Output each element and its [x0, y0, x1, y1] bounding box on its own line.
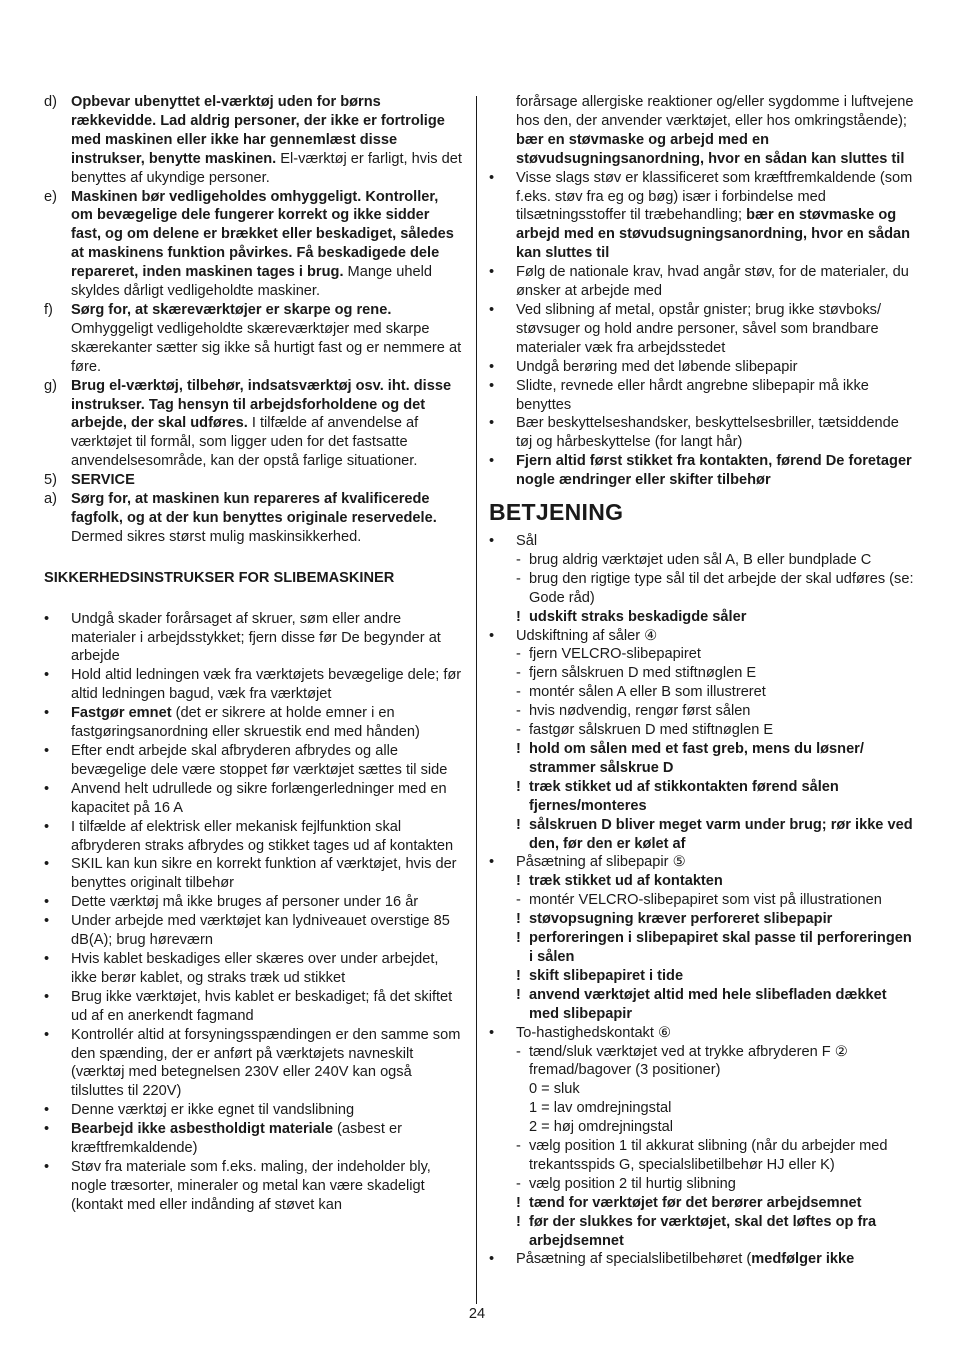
section-item-title: Sål [516, 533, 538, 550]
bullet-item [44, 742, 462, 780]
item-text: Undgå berøring med det løbende slibepapir [516, 358, 798, 375]
line-text: fjern sålskruen D med stiftnøglen E [529, 665, 757, 682]
step-line [489, 551, 914, 570]
item-label: • [489, 358, 495, 375]
section-item [489, 627, 914, 646]
step-line [489, 1118, 914, 1137]
line-text: perforeringen i slibepapiret skal passe til perforeringen i sålen [529, 930, 912, 965]
item-bold-text: bær en støvmaske og arbejd med en støvudsugningsanordning, hvor en sådan kan sluttes til [516, 207, 911, 262]
item-text: Ved slibning af metal, opstår gnister; brug ikke støvboks/ støvsuger og hold andre personer, såvel som brandbare materialer væk fra arbejdsstedet [516, 301, 882, 356]
bullet-item [489, 358, 914, 377]
bullet-item [44, 818, 462, 856]
bullet-item [44, 912, 462, 950]
bullet-marker: • [489, 1024, 495, 1041]
item-text: Under arbejde med værktøjet kan lydniveauet overstige 85 dB(A); brug høreværn [71, 913, 450, 949]
item-label: • [44, 705, 50, 722]
right-column [489, 93, 914, 1269]
bullet-marker: • [489, 627, 495, 644]
item-label: • [44, 856, 50, 873]
line-text: tænd for værktøjet før det berører arbejdsemnet [529, 1194, 862, 1211]
bullet-item [489, 169, 914, 264]
bullet-item [489, 377, 914, 415]
line-text: fjern VELCRO-slibepapiret [529, 646, 701, 663]
line-text: brug den rigtige type sål til det arbejde der skal udføres (se: Gode råd) [529, 570, 914, 606]
line-text: træk stikket ud af stikkontakten førend sålen fjernes/monteres [529, 778, 839, 814]
line-text: vælg position 1 til akkurat slibning (når du arbejder med trekantsspids G, specialslibetilbehør HJ eller K) [529, 1138, 888, 1173]
item-text: Denne værktøj er ikke egnet til vandslibning [71, 1102, 355, 1119]
line-marker: - [516, 551, 521, 568]
section-item [489, 532, 914, 551]
continued-paragraph [489, 93, 914, 169]
item-text: I tilfælde af elektrisk eller mekanisk fejlfunktion skal afbryderen straks afbrydes og stikket tages ud af kontakten [71, 818, 454, 854]
item-text: I tilfælde af anvendelse af værktøjet til formål, som ligger uden for det fastsatte anvendelsesområde, kan der opstå farlige situationer. [71, 415, 419, 470]
warning-line [489, 816, 914, 854]
operation-sections [489, 532, 914, 1250]
item-bold-text: Fastgør emnet [71, 705, 172, 722]
item-bold-text: medfølger ikke [751, 1251, 855, 1268]
section-item-title: Udskiftning af såler ④ [516, 627, 658, 644]
line-marker: ! [516, 816, 521, 833]
line-marker: ! [516, 930, 521, 947]
item-text: (asbest er kræftfremkaldende) [71, 1121, 402, 1157]
page-number: 24 [468, 1306, 486, 1322]
bullet-item [44, 1158, 462, 1215]
item-text: Bær beskyttelseshandsker, beskyttelsesbriller, tætsiddende tøj og hårbeskyttelse (for langt hår) [516, 415, 899, 451]
section-item [489, 1024, 914, 1043]
left-column [44, 93, 462, 1215]
warning-line [489, 1194, 914, 1213]
bullet-item [44, 950, 462, 988]
line-marker: ! [516, 741, 521, 757]
warning-line [489, 608, 914, 627]
item-text: (det er sikrere at holde emner i en fastgøringsanordning eller skruestik end med hånden) [71, 705, 420, 741]
step-line [489, 1080, 914, 1099]
step-line [489, 1099, 914, 1118]
item-label: a) [44, 491, 57, 508]
item-text: Følg de nationale krav, hvad angår støv, for de materialer, du ønsker at arbejde med [516, 264, 909, 300]
item-label: • [489, 415, 495, 432]
step-line [489, 683, 914, 702]
item-text: Slidte, revnede eller hårdt angrebne slibepapir må ikke benyttes [516, 377, 869, 413]
line-marker: ! [516, 608, 521, 625]
instruction-list [44, 93, 462, 547]
step-line [489, 1137, 914, 1175]
bullet-item [44, 704, 462, 742]
list-item [44, 471, 462, 490]
betjening-heading: BETJENING [489, 499, 624, 526]
step-line [489, 664, 914, 683]
item-label: • [44, 818, 50, 835]
item-label: • [44, 1121, 50, 1138]
bullet-marker: • [489, 1251, 495, 1268]
list-item [489, 1250, 914, 1269]
line-marker: ! [516, 986, 521, 1003]
bullet-item [489, 414, 914, 452]
line-marker: ! [516, 873, 521, 890]
item-text: Støv fra materiale som f.eks. maling, der indeholder bly, nogle træsorter, mineraler og metal kan være skadeligt (kontakt med eller indånding af støvet kan [71, 1158, 431, 1213]
list-item [44, 188, 462, 301]
line-text: tænd/sluk værktøjet ved at trykke afbryderen F ② fremad/bagover (3 positioner) [529, 1043, 848, 1079]
line-marker: ! [516, 778, 521, 795]
line-text: sålskruen D bliver meget varm under brug; rør ikke ved den, før den er kølet af [529, 816, 913, 852]
item-label: • [44, 988, 50, 1005]
item-text: Påsætning af specialslibetilbehøret ( [516, 1251, 752, 1268]
line-text: træk stikket ud af kontakten [529, 873, 723, 890]
item-bold-text: Sørg for, at skæreværktøjer er skarpe og rene. [71, 301, 392, 318]
item-label: • [44, 1026, 50, 1043]
bullet-item [44, 893, 462, 912]
item-text: Undgå skader forårsaget af skruer, søm eller andre materialer i arbejdsstykket; fjern disse før De begynder at arbejde [71, 610, 441, 665]
bullet-item [44, 610, 462, 667]
step-line [489, 702, 914, 721]
line-marker: ! [516, 1194, 521, 1211]
line-marker: - [516, 665, 521, 682]
item-label: g) [44, 377, 57, 394]
line-text: hold om sålen med et fast greb, mens du løsner/ strammer sålskrue D [529, 741, 864, 776]
warning-line [489, 910, 914, 929]
line-marker: - [516, 722, 521, 739]
item-bold-text: Opbevar ubenyttet el-værktøj uden for børns rækkevidde. Lad aldrig personer, der ikke er fortrolige med maskinen eller ikke har gennemlæst disse instrukser, benytte maskinen. [71, 94, 445, 167]
item-label: e) [44, 188, 57, 205]
list-item [44, 301, 462, 377]
warning-line [489, 1213, 914, 1251]
step-line [489, 721, 914, 740]
item-label: • [489, 169, 495, 186]
section-title: SIKKERHEDSINSTRUKSER FOR SLIBEMASKINER [44, 569, 395, 586]
bullet-item [44, 1026, 462, 1102]
line-marker: ! [516, 967, 521, 984]
line-marker: - [516, 570, 521, 587]
continued-text: forårsage allergiske reaktioner og/eller sygdomme i luftvejene hos den, der anvender værktøjet, eller hos omkringstående); [516, 94, 914, 129]
bullet-marker: • [489, 533, 495, 550]
line-text: udskift straks beskadigde såler [529, 608, 747, 625]
bullet-item [44, 988, 462, 1026]
item-bold-text: Maskinen bør vedligeholdes omhyggeligt. Kontroller, om bevægelige dele fungerer korrekt og ikke sidder fast, og om delene er brækket eller beskadiget, således at maskinens funktion påvirkes. Få beskadigede dele repareret, inden maskinen tages i brug. [71, 188, 454, 281]
item-label: • [44, 610, 50, 627]
item-text: Anvend helt udrullede og sikre forlængerledninger med en kapacitet på 16 A [71, 780, 447, 816]
bullet-item [44, 1120, 462, 1158]
item-label: • [489, 301, 495, 318]
item-label: d) [44, 94, 57, 110]
line-marker: - [516, 1043, 521, 1060]
line-text: fastgør sålskruen D med stiftnøglen E [529, 722, 774, 739]
line-marker: - [516, 1175, 521, 1192]
item-text: Visse slags støv er klassificeret som kræftfremkaldende (som f.eks. støv fra eg og bøg) især i forbindelse med tilsætningsstoffer til træbehandling; [516, 169, 913, 224]
line-marker: - [516, 1138, 521, 1155]
line-text: før der slukkes for værktøjet, skal det løftes op fra arbejdsemnet [529, 1213, 877, 1249]
item-text: SKIL kan kun sikre en korrekt funktion af værktøjet, hvis der benyttes originalt tilbehør [71, 856, 457, 892]
step-line [489, 1175, 914, 1194]
item-label: • [489, 453, 495, 470]
line-marker: ! [516, 1213, 521, 1230]
item-text: Brug ikke værktøjet, hvis kablet er beskadiget; få det skiftet ud af en anerkendt fagmand [71, 988, 453, 1024]
line-text: vælg position 2 til hurtig slibning [529, 1175, 736, 1192]
list-item [44, 93, 462, 188]
section-item [489, 853, 914, 872]
list-item [44, 377, 462, 472]
item-label: f) [44, 301, 53, 318]
item-text: Dermed sikres størst mulig maskinsikkerhed. [71, 528, 362, 545]
bullet-item [489, 301, 914, 358]
line-marker: - [516, 684, 521, 701]
step-line [489, 645, 914, 664]
line-text: hvis nødvendig, rengør først sålen [529, 703, 751, 720]
item-label: • [489, 264, 495, 281]
step-line [489, 570, 914, 608]
item-bold-text: SERVICE [71, 472, 135, 489]
line-text: anvend værktøjet altid med hele slibefladen dækket med slibepapir [529, 986, 887, 1022]
item-label: • [44, 950, 50, 967]
bullet-item [489, 263, 914, 301]
item-label: • [44, 894, 50, 911]
line-text: 2 = høj omdrejningstal [529, 1119, 673, 1136]
item-bold-text: Bearbejd ikke asbestholdigt materiale [71, 1121, 333, 1138]
item-text: Mange uheld skyldes dårligt vedligeholdte maskiner. [71, 264, 432, 300]
safety-bullet-list-continued [489, 169, 914, 490]
item-label: • [44, 743, 50, 759]
section-item-title: Påsætning af slibepapir ⑤ [516, 854, 686, 871]
item-label: • [489, 377, 495, 394]
warning-line [489, 872, 914, 891]
line-text: montér sålen A eller B som illustreret [529, 684, 766, 701]
item-text: Hvis kablet beskadiges eller skæres over under arbejdet, ikke berør kablet, og straks træk ud stikket [71, 950, 439, 986]
warning-line [489, 929, 914, 967]
section-item-title: To-hastighedskontakt ⑥ [516, 1024, 672, 1041]
item-text: Omhyggeligt vedligeholdte skæreværktøjer med skarpe skærekanter sætter sig ikke så hurtigt fast og er nemmere at føre. [71, 320, 462, 375]
warning-line [489, 778, 914, 816]
line-text: støvopsugning kræver perforeret slibepapir [529, 911, 833, 928]
item-text: Efter endt arbejde skal afbryderen afbrydes og alle bevægelige dele være stoppet før værktøjet sættes til side [71, 743, 448, 778]
bullet-item [44, 855, 462, 893]
column-divider [476, 96, 477, 1304]
line-marker: - [516, 646, 521, 663]
item-label: • [44, 1102, 50, 1119]
warning-line [489, 740, 914, 778]
line-text: brug aldrig værktøjet uden sål A, B eller bundplade C [529, 551, 872, 568]
bullet-marker: • [489, 854, 495, 871]
line-marker: ! [516, 911, 521, 928]
continued-bold-text: bær en støvmaske og arbejd med en støvudsugningsanordning, hvor en sådan kan sluttes til [516, 131, 905, 167]
list-item [44, 490, 462, 547]
step-line [489, 1043, 914, 1081]
item-text: Hold altid ledningen væk fra værktøjets bevægelige dele; før altid ledningen bagud, væk fra værktøjet [71, 667, 462, 703]
item-bold-text: Brug el-værktøj, tilbehør, indsatsværktøj osv. iht. disse instrukser. Tag hensyn til arbejdsforholdene og det arbejde, der skal udføres. [71, 377, 452, 432]
bullet-item [44, 666, 462, 704]
step-line [489, 891, 914, 910]
item-label: • [44, 667, 50, 684]
line-text: 0 = sluk [529, 1081, 580, 1098]
item-label: 5) [44, 472, 57, 489]
item-text: El-værktøj er farligt, hvis det benyttes af ukyndige personer. [71, 150, 462, 186]
line-text: skift slibepapiret i tide [529, 967, 684, 984]
warning-line [489, 967, 914, 986]
safety-bullet-list [44, 610, 462, 1215]
bullet-item [44, 780, 462, 818]
line-marker: - [516, 892, 521, 909]
item-bold-text: Fjern altid først stikket fra kontakten, førend De foretager nogle ændringer eller skifter tilbehør [516, 453, 912, 489]
item-text: Kontrollér altid at forsyningsspændingen er den samme som den spænding, der er anført på værktøjets navneskilt (værktøj med betegnelsen 230V eller 240V kan også tilsluttes til 220V) [71, 1026, 461, 1100]
item-label: • [44, 1158, 50, 1175]
line-marker: - [516, 703, 521, 720]
line-text: montér VELCRO-slibepapiret som vist på illustrationen [529, 892, 882, 909]
bullet-item [44, 1101, 462, 1120]
item-text: Dette værktøj må ikke bruges af personer under 16 år [71, 894, 419, 911]
warning-line [489, 986, 914, 1024]
item-bold-text: Sørg for, at maskinen kun repareres af kvalificerede fagfolk, og at der kun benyttes originale reservedele. [71, 491, 437, 526]
line-text: 1 = lav omdrejningstal [529, 1100, 672, 1117]
bullet-item [489, 452, 914, 490]
item-label: • [44, 913, 50, 930]
item-label: • [44, 780, 50, 797]
